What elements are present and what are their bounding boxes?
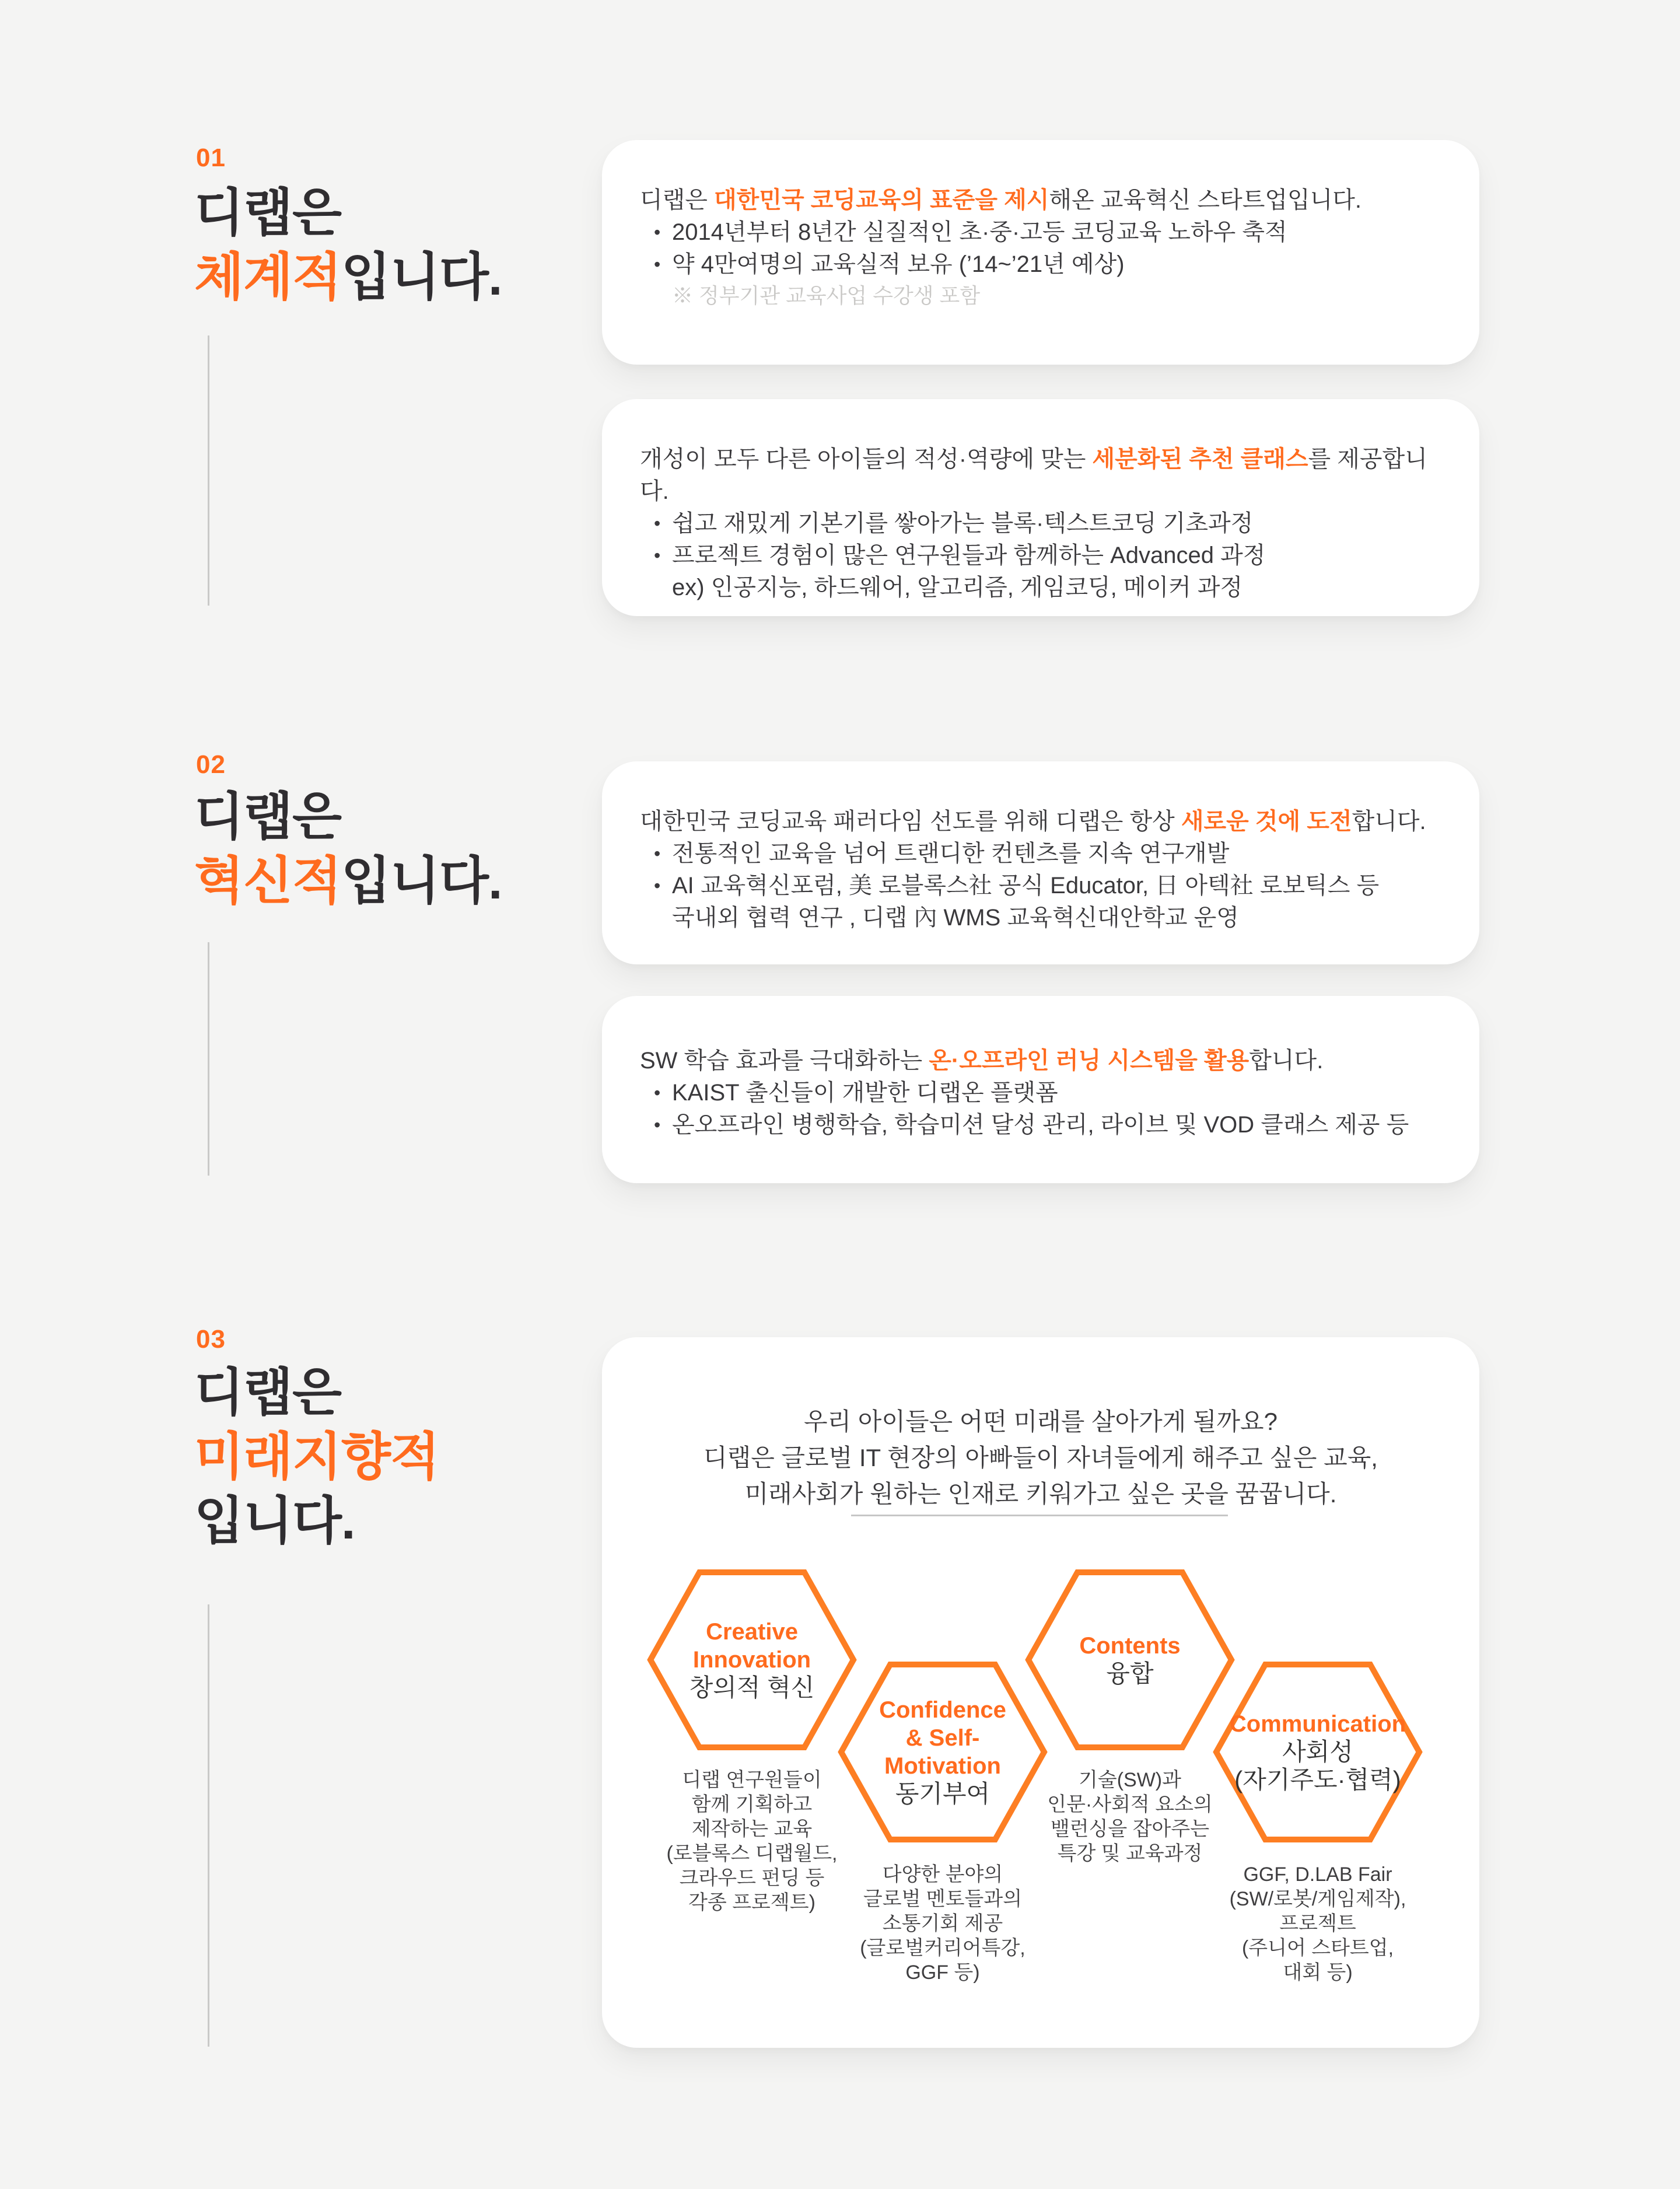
bullet-text: KAIST 출신들이 개발한 디랩온 플랫폼: [672, 1080, 1058, 1106]
hexagon-label-contents: [1028, 1632, 1231, 1688]
text-line: Contents: [1079, 1633, 1181, 1659]
hexagon-title-en: [650, 1618, 853, 1674]
text-line: (SW/로봇/게임제작),: [1229, 1888, 1406, 1910]
bullet-item: [640, 838, 1438, 870]
heading-line: 혁신적입니다.: [194, 852, 502, 910]
card-title: 디랩은 대한민국 코딩교육의 표준을 제시해온 교육혁신 스타트업입니다.: [640, 187, 1362, 213]
title-highlight: 새로운 것에 도전: [1181, 809, 1352, 834]
section-number-02: 02: [196, 750, 226, 779]
card-title: SW 학습 효과를 극대화하는 온·오프라인 러닝 시스템을 활용합니다.: [640, 1048, 1324, 1073]
bullet-dot: •: [654, 513, 661, 534]
title-highlight: 세분화된 추천 클래스: [1092, 446, 1308, 472]
bullet-text: 2014년부터 8년간 실질적인 초·중·고등 코딩교육 노하우 축적: [672, 219, 1287, 245]
bullet-item: [640, 249, 1438, 281]
bullet-dot: •: [654, 1082, 661, 1103]
hexagon-title-kr: [1216, 1738, 1419, 1794]
section-number-03: 03: [196, 1325, 226, 1354]
text-line: Innovation: [692, 1647, 811, 1673]
section-01-guide-line: [208, 335, 209, 606]
text-line: (자기주도·협력): [1234, 1766, 1401, 1793]
text-line: Communication: [1229, 1711, 1406, 1737]
bullet-item: [640, 1077, 1438, 1109]
text-line: 제작하는 교육: [691, 1818, 813, 1840]
hexagon-title-en: [1216, 1710, 1419, 1738]
text-line: 디랩은 글로벌 IT 현장의 아빠들이 자녀들에게 해주고 싶은 교육,: [704, 1444, 1378, 1471]
bullet-item: [640, 1109, 1438, 1141]
text-line: 디랩 연구원들이: [682, 1769, 822, 1791]
text-line: 융합: [1106, 1660, 1154, 1687]
bullet-dot: •: [654, 545, 661, 566]
heading-line: 입니다.: [194, 1492, 355, 1550]
text-line: Motivation: [884, 1753, 1001, 1779]
text-line: 각종 프로젝트): [688, 1891, 816, 1914]
bullet-dot: •: [654, 875, 661, 896]
heading-highlight: 미래지향적: [194, 1428, 440, 1485]
heading-line: 디랩은: [194, 788, 342, 845]
footnote: ※ 정부기관 교육사업 수강생 포함: [672, 284, 981, 307]
bullet-text: 전통적인 교육을 넘어 트랜디한 컨텐츠를 지속 연구개발: [672, 841, 1230, 866]
card-systematic-2: [602, 399, 1479, 616]
bullet-item: [640, 870, 1438, 902]
card-innovative-2: [602, 996, 1479, 1183]
text-line: GGF 등): [905, 1961, 980, 1984]
bullet-subline: ex) 인공지능, 하드웨어, 알고리즘, 게임코딩, 메이커 과정: [672, 575, 1243, 600]
bullet-text: AI 교육혁신포럼, 美 로블록스社 공식 Educator, 日 아텍社 로보틱스 등: [672, 873, 1380, 898]
text-line: & Self-: [905, 1725, 980, 1751]
text-line: 우리 아이들은 어떤 미래를 살아가게 될까요?: [803, 1408, 1278, 1435]
card-innovative-1: [602, 761, 1479, 964]
hexagon-label-creative-innovation: [650, 1618, 853, 1702]
heading-line: 체계적입니다.: [194, 248, 502, 306]
heading-highlight: 혁신적: [194, 852, 342, 910]
text-line: (로블록스 디랩월드,: [666, 1842, 838, 1865]
card-title: 개성이 모두 다른 아이들의 적성·역량에 맞는 세분화된 추천 클래스를 제공합니다.: [640, 446, 1427, 504]
heading-highlight: 체계적: [194, 248, 342, 306]
hexagon-desc-confidence-motivation: [808, 1862, 1077, 1985]
bullet-dot: •: [654, 222, 661, 243]
bullet-item: [640, 508, 1438, 540]
bullet-text: 쉽고 재밌게 기본기를 쌓아가는 블록·텍스트코딩 기초과정: [672, 510, 1254, 536]
text-line: 다양한 분야의: [882, 1863, 1003, 1886]
bullet-item: [640, 540, 1438, 572]
heading-line: 디랩은: [194, 184, 342, 242]
text-line: 대회 등): [1283, 1961, 1353, 1984]
bullet-text: 온오프라인 병행학습, 학습미션 달성 관리, 라이브 및 VOD 클래스 제공 등: [672, 1112, 1409, 1138]
heading-line: [194, 1425, 439, 1489]
hexagon-title-en: [1028, 1632, 1231, 1660]
text-line: 글로벌 멘토들과의: [863, 1888, 1023, 1910]
bullet-dot: •: [654, 1114, 661, 1135]
bullet-text: 프로젝트 경험이 많은 연구원들과 함께하는 Advanced 과정: [672, 543, 1266, 568]
text-line: 소통기회 제공: [882, 1912, 1003, 1935]
text-line: Creative: [706, 1619, 798, 1645]
bullet-subline: 국내외 협력 연구 , 디랩 內 WMS 교육혁신대안학교 운영: [672, 905, 1239, 931]
text-line: (주니어 스타트업,: [1241, 1937, 1394, 1959]
text-line: (글로벌커리어특강,: [860, 1937, 1026, 1959]
text-line: GGF, D.LAB Fair: [1243, 1863, 1392, 1886]
text-line: 사회성: [1282, 1738, 1353, 1765]
text-line: Confidence: [879, 1697, 1006, 1723]
text-line: 함께 기획하고: [691, 1793, 813, 1816]
text-line: 기술(SW)과: [1079, 1769, 1181, 1791]
future-intro-text: [602, 1404, 1479, 1512]
section-03-guide-line: [208, 1604, 209, 2047]
intro-divider: [851, 1515, 1228, 1516]
text-line: 미래사회가 원하는 인재로 키워가고 싶은 곳을 꿈꿉니다.: [744, 1480, 1337, 1508]
text-line: 창의적 혁신: [689, 1674, 815, 1701]
section-heading-02: [194, 785, 502, 913]
section-heading-03: [194, 1361, 439, 1553]
text-line: 크라우드 펀딩 등: [679, 1867, 825, 1889]
section-heading-01: [194, 181, 502, 309]
text-line: 동기부여: [895, 1780, 991, 1807]
text-line: 프로젝트: [1279, 1912, 1356, 1935]
section-number-01: 01: [196, 144, 226, 172]
bullet-item: [640, 216, 1438, 249]
heading-line: 디랩은: [194, 1363, 342, 1421]
text-line: 밸런싱을 잡아주는: [1050, 1818, 1210, 1840]
section-02-guide-line: [208, 942, 209, 1176]
title-highlight: 온·오프라인 러닝 시스템을 활용: [929, 1048, 1250, 1073]
card-systematic-1: [602, 140, 1479, 365]
title-highlight: 대한민국 코딩교육의 표준을 제시: [714, 187, 1049, 213]
card-title: 대한민국 코딩교육 패러다임 선도를 위해 디랩은 항상 새로운 것에 도전합니다.: [640, 809, 1426, 834]
bullet-dot: •: [654, 843, 661, 864]
hexagon-label-communication: [1216, 1710, 1419, 1794]
text-line: 인문·사회적 요소의: [1047, 1793, 1213, 1816]
hexagon-title-kr: [650, 1674, 853, 1702]
text-line: 특강 및 교육과정: [1057, 1842, 1203, 1865]
hexagon-title-kr: [1028, 1660, 1231, 1688]
bullet-text: 약 4만여명의 교육실적 보유 (’14~’21년 예상): [672, 251, 1125, 277]
bullet-dot: •: [654, 254, 661, 275]
hexagon-desc-communication: [1184, 1862, 1452, 1985]
